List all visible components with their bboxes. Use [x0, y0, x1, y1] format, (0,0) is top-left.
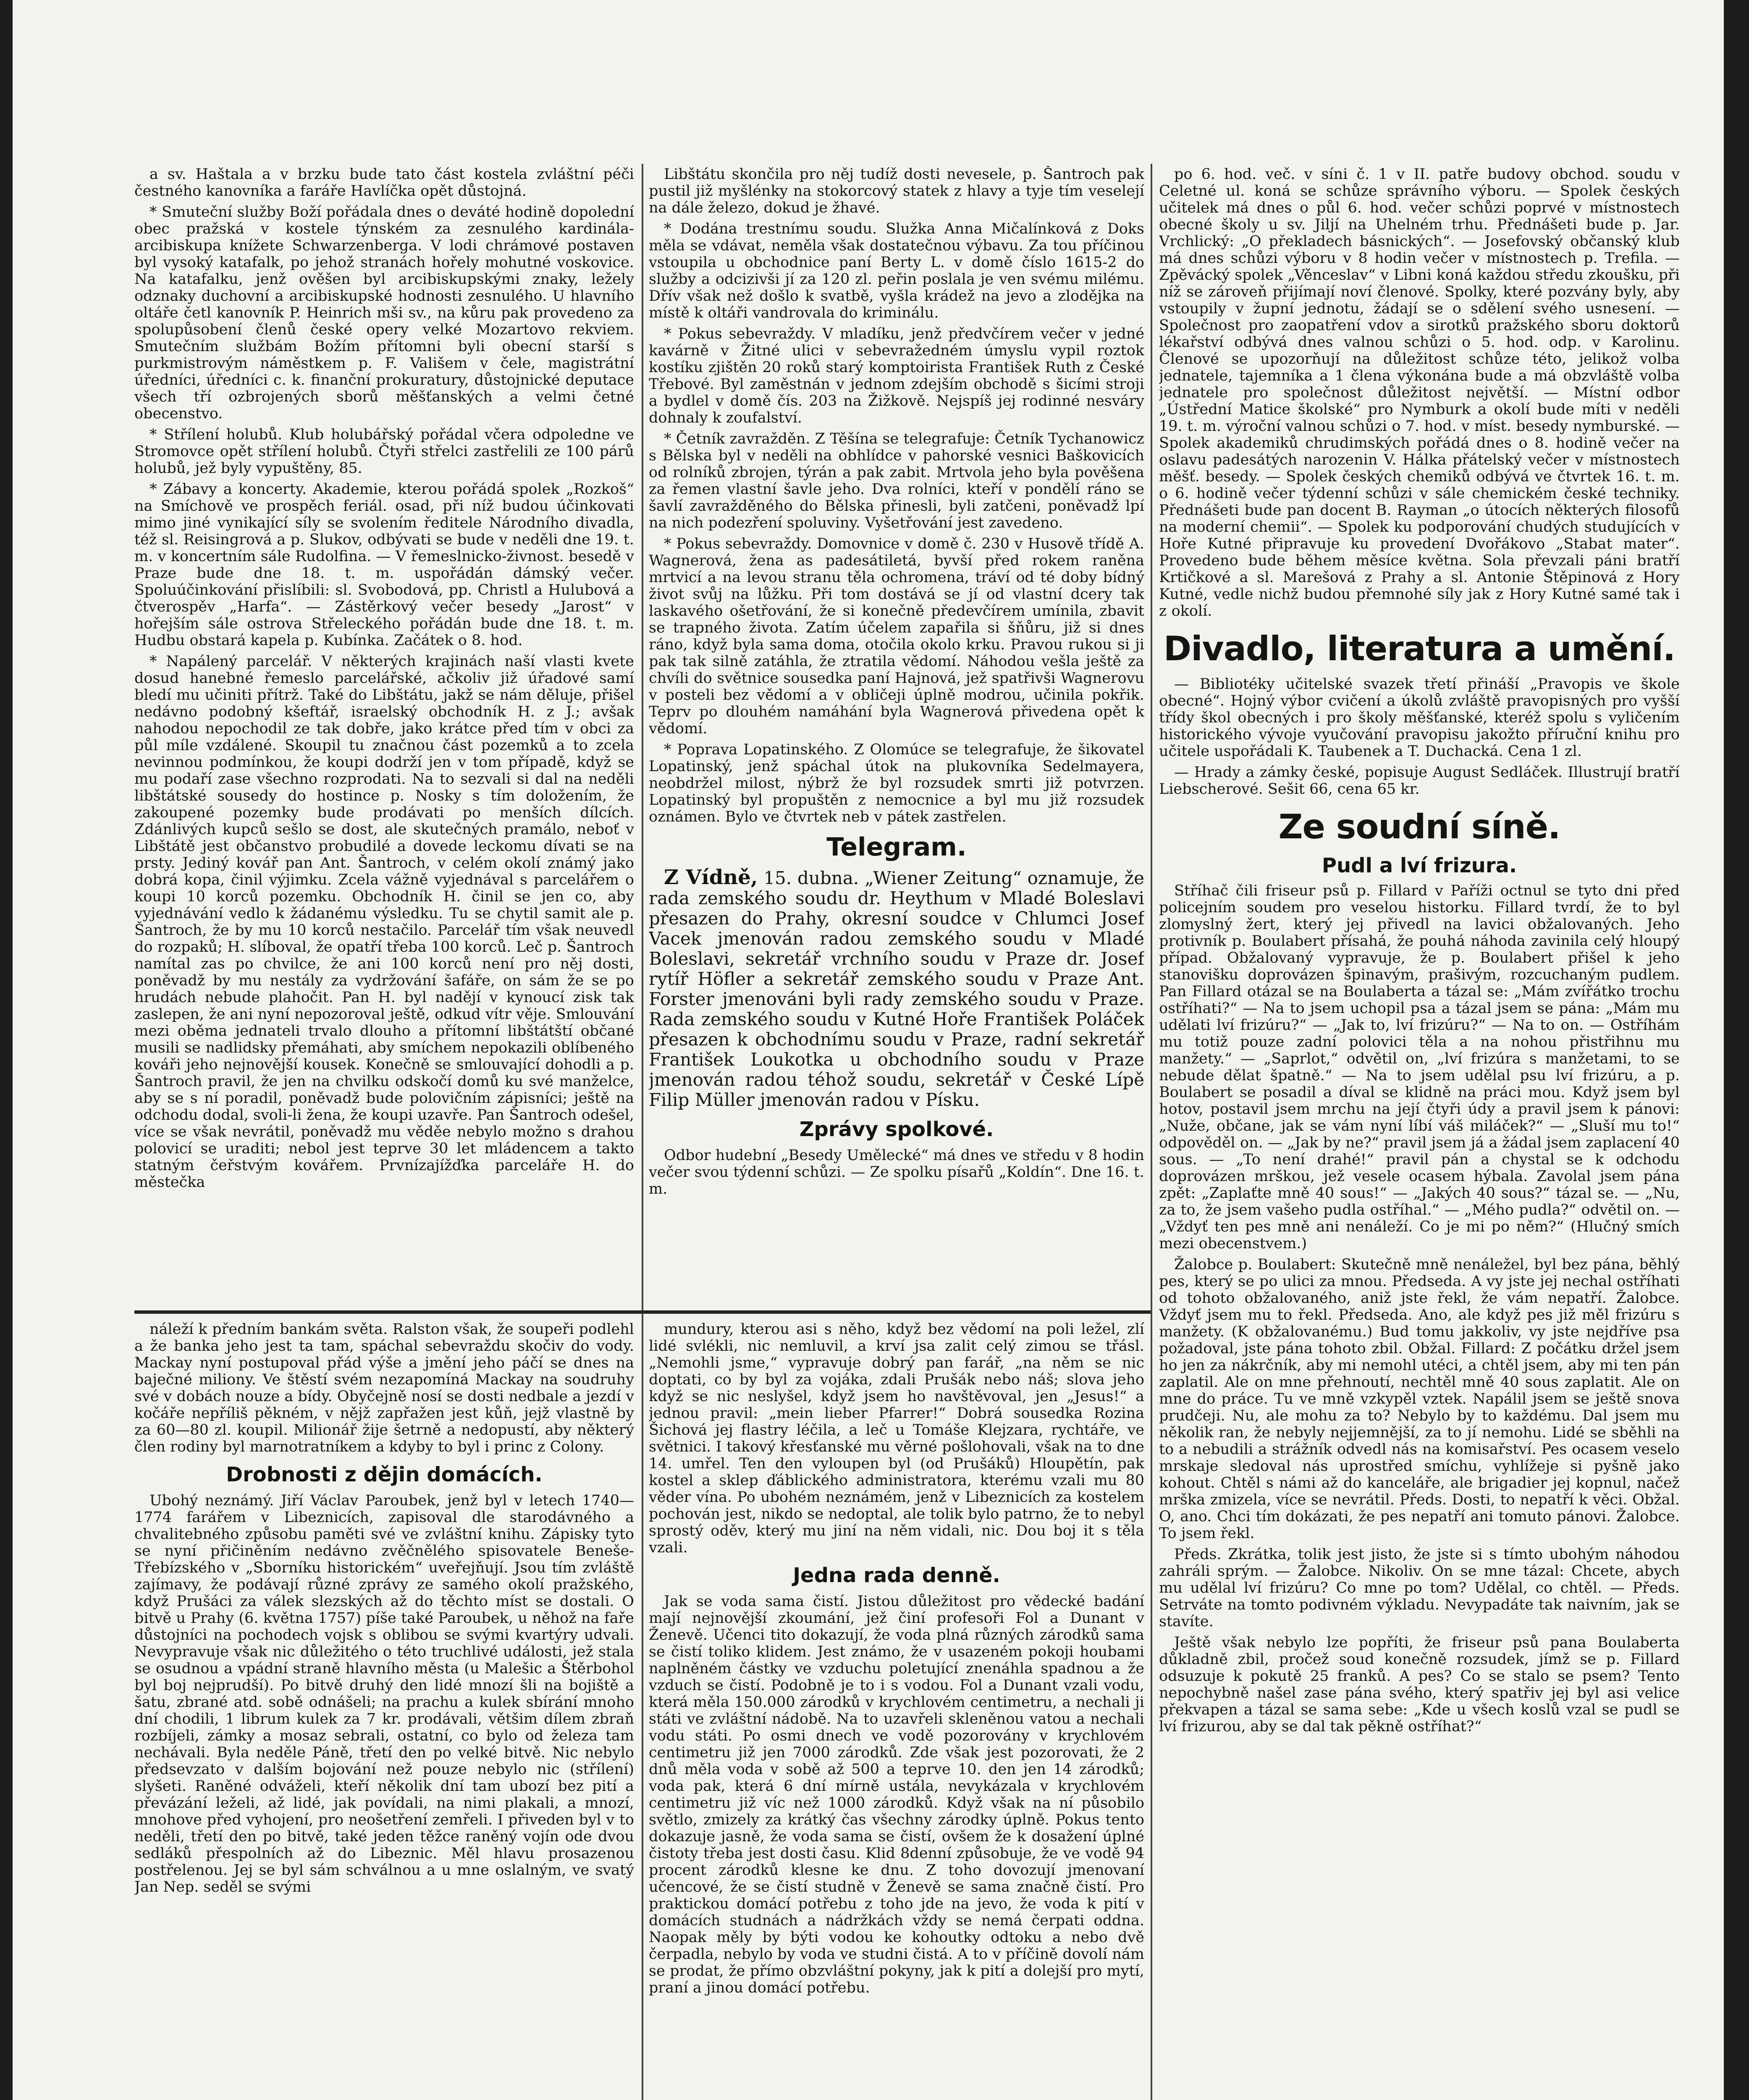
paragraph: * Pokus sebevraždy. V mladíku, jenž předvčírem večer v jedné kavárně v Žitné ulici v sebevražedném úmyslu vypil roztok kostíku zjištěn 20 roků starý komptoirista František Ruth z České Třebové. Byl zaměstnán v jednom zdejším obchodě s šicími stroji a bydlel v domě čís. 203 na Žižkově. Nejspíš jej rodinné nesváry dohnaly k zoufalství. [649, 326, 1144, 426]
paragraph: Předs. Zkrátka, tolik jest jisto, že jste si s tímto ubohým náhodou zahráli sprým. — Žalobce. Nikoliv. On se mne tázal: Chcete, abych mu udělal lví frizúru? Co mne po tom? Udělal, co chtěl. — Předs. Setrváte na tomto podivném výkladu. Nevypadáte tak naivním, jak se stavíte. [1159, 1546, 1680, 1630]
paragraph: * Dodána trestnímu soudu. Služka Anna Mičalínková z Doks měla se vdávat, neměla však dostatečnou výbavu. Za tou příčinou vstoupila u obchodnice paní Berty L. v domě číslo 1615-2 do služby a odcizivši jí za 120 zl. peřin poslala je ven svému milému. Dřív však než došlo k svatbě, vyšla krádež na jevo a zlodějka na místě k oltáři vandrovala do kriminálu. [649, 220, 1144, 321]
column-2-top [649, 166, 1144, 1306]
paragraph: Stříhač čili friseur psů p. Fillard v Paříži octnul se tyto dni před policejním soudem pro veselou historku. Fillard tvrdí, že to byl zlomyslný žert, který jej přivedl na lavici obžalovaných. Jeho protivník p. Boulabert přísahá, že pouhá náhoda zavinila celý hloupý případ. Obžalovaný vypravuje, že p. Boulabert přišel k jeho stanovišku doprovázen špinavým, prašivým, rozcuchaným pudlem. Pan Fillard otázal se na Boulaberta a tázal se: „Mám zvířátko trochu ostříhati?“ — Na to jsem uchopil psa a tázal jsem se pána: „Mám mu udělati lví frizúru?“ — „Jak to, lví frizúru?“ — Na to on. — Ostříhám mu totiž pouze zadní polovici těla a na nohou přistřihnu mu manžety.“ — „Saprlot,“ odvětil on, „lví frizúra s manžetami, to se nebude dělat špatně.“ — Na to jsem udělal psu lví frizúru, a p. Boulabert se posadil a díval se klidně na práci mou. Když jsem byl hotov, postavil jsem mrchu na její čtyři údy a pravil jsem k pánovi: „Nuže, občane, jak se vám nyní líbí váš miláček?“ — „Sluší mu to!“ odpověděl on. — „Jak by ne?“ pravil jsem já a žádal jsem zaplacení 40 sous. — „To není drahé!“ pravil pán a chystal se k odchodu doprovázen mrškou, jež vesele ocasem hýbala. Zavolal jsem pána zpět: „Zaplaťte mně 40 sous!“ — „Jakých 40 sous?“ tázal se. — „Nu, za to, že jsem vašeho pudla ostříhal.“ — „Mého pudla?“ odvětil on. — „Vždyť ten pes mně ani nenáleží. Co je mi po něm?“ (Hlučný smích mezi obecenstvem.) [1159, 882, 1680, 1252]
telegram-heading: Telegram. [826, 832, 967, 862]
paragraph: Žalobce p. Boulabert: Skutečně mně nenáležel, byl bez pána, běhlý pes, který se po ulici za mnou. Předseda. A vy jste jej nechal ostříhati od tohoto obžalovaného, aniž jste řekl, že vám nepatří. Žalobce. Vždyť jsem mu to řekl. Předseda. Ano, ale když pes již měl frizúru s manžety. (K obžalovanému.) Bud tomu jakkoliv, vy jste nejdříve psa požadoval, jste pána tohoto zbil. Obžal. Fillard: Z počátku držel jsem ho jen za nákrčník, aby mi nemohl utéci, a chtěl jsem, aby mi ten pán zaplatil. Ale on mne přehnoutí, nechtěl mně 40 sous zaplatit. Ale on mne do práce. Tu ve mně vzkypěl vztek. Napálil jsem se ještě snova prudčeji. Nu, ale mohu za to? Nebylo by to každému. Dal jsem mu několik ran, že nebyly nejjemnější, za to jí nemohu. Lidé se sběhli na to a nebudili a strážník odvedl nás na komisařství. Pes ocasem veselo mrskaje sledoval nás uprostřed smíchu, vyhlížeje si pyšně jako kohout. Chtěl s námi až do kanceláře, ale brigadier jej kopnul, načež mrška zmizela, více se nevrátil. Předs. Dosti, to nepatří k věci. Obžal. O, ano. Chci tím dokázati, že pes nepatří ani tomuto pánovi. Žalobce. To jsem řekl. [1159, 1256, 1680, 1542]
paragraph: * Zábavy a koncerty. Akademie, kterou pořádá spolek „Rozkoš“ na Smíchově ve prospěch feriál. osad, při níž budou účinkovati mimo jiné vynikající síly se svolením ředitele Národního divadla, též sl. Reisingrová a p. Slukov, odbývati se bude v neděli dne 19. t. m. v koncertním sále Rudolfina. — V řemeslnicko-živnost. besedě v Praze bude dne 18. t. m. uspořádán dámský večer. Spoluúčinkování přislíbili: sl. Svobodová, pp. Christl a Hulubová a čtverospěv „Harfa“. — Zástěrkový večer besedy „Jarost“ v hořejším sále ostrova Střeleckého pořádán bude dne 18. t. m. Hudbu obstará kapela p. Kubínka. Začátek o 8. hod. [134, 481, 634, 649]
paragraph: — Hrady a zámky české, popisuje August Sedláček. Illustrují bratří Liebscherové. Sešit 66, cena 65 kr. [1159, 764, 1680, 798]
column-3 [1159, 166, 1680, 2100]
paragraph: a sv. Haštala a v brzku bude tato část kostela zvláštní péči čestného kanovníka a faráře Havlíčka opět důstojná. [134, 166, 634, 200]
column-rule [1151, 164, 1152, 2100]
rada-heading: Jedna rada denně. [793, 1564, 1000, 1587]
paragraph: po 6. hod. več. v síni č. 1 v II. patře budovy obchod. soudu v Celetné ul. koná se schůze správního výboru. — Spolek českých učitelek má dnes o půl 6. hod. večer schůzi poprvé v místnostech obecné školy u sv. Jiljí na Uhelném trhu. Přednášeti bude p. Jar. Vrchlický: „O překladech básnických“. — Josefovský občanský klub má dnes schůzi výboru v 8 hodin večer v místnostech p. Trefila. — Zpěvácký spolek „Věnceslav“ v Libni koná každou středu zkoušku, při níž se zároveň přijímají noví členové. Spolky, které pozvány byly, aby vstoupily v župní jednotu, žádají se o sdělení svého usnesení. — Společnost pro zaopatření vdov a sirotků pražského sboru doktorů lékařství odbývá dnes valnou schůzi o 5. hod. odp. v Karolinu. Členové se upozorňují na důležitost schůze této, jelikož volba jednatele, tajemníka a 1 člena výkonána bude a má obzvláště volba jednatele pro společnost důležitost největší. — Místní odbor „Ústřední Matice školské“ pro Nymburk a okolí bude míti v neděli 19. t. m. výroční valnou schůzi o 7. hod. v míst. besedy nymburské. — Spolek akademiků chrudimských pořádá dnes o 8. hodině večer na oslavu padesátých narozenin V. Hálka přátelský večer v místnostech měšť. besedy. — Spolek českých chemiků odbývá ve čtvrtek 16. t. m. o 6. hodině večer týdenní schůzi v sále chemickém české techniky. Přednášeti bude pan docent B. Rayman „o útocích některých filosofů na moderní chemii“. — Spolek ku podporování chudých studujících v Hoře Kutné připravuje ku provedení Dvořákovo „Stabat mater“. Provedeno bude během měsíce května. Sola převzali páni bratří Krtičkové a sl. Marešová z Prahy a sl. Antonie Štěpinová z Hory Kutné, vedle nichž budou přemnohé síly jak z Hory Kutné samé tak i z okolí. [1159, 166, 1680, 620]
paragraph: Jak se voda sama čistí. Jistou důležitost pro vědecké badání mají nejnovější zkoumání, jež činí profesoři Fol a Dunant v Ženevě. Učenci tito dokazují, že voda plná různých zárodků sama se čistí toliko klidem. Jest známo, že v usazeném pokoji houbami naplněném částky ve vzduchu poletující znenáhla spadnou a že vzduch se čistí. Podobně je to i s vodou. Fol a Dunant vzali vodu, která měla 150.000 zárodků v krychlovém centimetru, a nechali ji státi ve zvláštní nádobě. Na to uzavřeli skleněnou vatou a nechali vodu státi. Po osmi dnech ve vodě pozorovány v krychlovém centimetru již jen 7000 zárodků. Zde však jest pozorovati, že 2 dnů měla voda v sobě až 500 a teprve 10. den jen 14 zárodků; voda pak, která 6 dní mírně ustála, nevykázala v krychlovém centimetru již víc než 1000 zárodků. Když však na ní působilo světlo, zmizely za krátký čas všechny zárodky úplně. Pokus tento dokazuje jasně, že voda sama se čistí, ovšem že k dosažení úplné čistoty třeba jest dosti času. Klid 8denní způsobuje, že ve vodě 94 procent zárodků klesne ke dnu. Z toho dovozují jmenovaní učencové, že se čistí studně v Ženevě se sama značně čistí. Pro praktickou domácí potřebu z toho jde na jevo, že voda k pití v domácích studnách a nádržkách vždy se nemá čerpati oddna. Naopak měly by býti vodou ke kohoutky odtoku a nebo dvě čerpadla, nebylo by voda ve studni čistá. A to v příčině dovolí nám se prodat, že přímo obzvláštní pokyny, jak k pití a dolejší pro mytí, praní a jinou domácí potřebu. [649, 1593, 1144, 1996]
paragraph: náleží k předním bankám světa. Ralston však, že soupeři podlehl a že banka jeho jest ta tam, spáchal sebevraždu skočiv do vody. Mackay nyní postupoval přád výše a jmění jeho páčí se dnes na baječné miliony. Ve štěstí svém nezapomíná Mackay na soudruhy své v dobách nouze a bídy. Obyčejně nosí se dosti nedbale a jezdí v kočáře nepříliš pěkném, v nějž zapřažen jest kůň, jejž vlastně by za 60—80 zl. koupil. Milionář žije šetrně a nedopustí, aby některý člen rodiny byl marnotratníkem a kdyby to byl i princ z Colony. [134, 1321, 634, 1455]
paragraph: * Napálený parcelář. V některých krajinách naší vlasti kvete dosud hanebné řemeslo parcelářské, ačkoliv již úřadové samí bledí mu učiniti přítrž. Také do Libštátu, jakž se nám děluje, přišel nedávno podobný kšeftář, israelský obchodník H. z J.; avšak nahodou nepochodil ze tak dobře, jako krátce před tím v obci za půl míle vzdálené. Skoupil tu značnou část pozemků a to zcela nevinnou podmínkou, že koupi dodrží jen v tom případě, když se mu podaří zase všechno rozprodati. Na to sezvali si dal na neděli libštátské sousedy do hostince p. Nosky s tím doložením, že zakoupené pozemky bude prodávati po menších dílcích. Zdánlivých kupců sešlo se dost, ale skutečných pramálo, neboť v Libštátě jest občanstvo probudilé a dovede leckomu dívati se na prsty. Jediný kovář pan Ant. Šantroch, v celém okolí známý jako dobrá kopa, činil výjimku. Zcela vážně vyjednával s parcelářem o koupi 10 korců pozemku. Obchodník H. činil se jen co, aby vyjednávání vedlo k žádanému výsledku. Tu se chytil samit ale p. Šantroch, že by mu 10 korců nestačilo. Parcelář tím však neuvedl do rozpaků; H. slíboval, že opatří třeba 100 korců. Leč p. Šantroch namítal zas po chvilce, že ani 100 korců není pro něj dosti, poněvadž by mu nestály za vydržování šafáře, on sám že se po hrudách nebude plahočit. Pan H. byl nadějí v kynoucí zisk tak zaslepen, že ani nyní nepozoroval ještě, odkud vítr věje. Smlouvání mezi oběma jednateli trvalo dlouho a přítomní libštátští občané musili se nadlidsky přemáhati, aby smíchem nepokazili oblíbeného kováři jeho nejnovější kousek. Konečně se smlouvající dohodli a p. Šantroch pravil, že jen na chvilku odskočí domů ku své manželce, aby se s ní poradil, poněvadž bude polovičním zápisníci; ještě na odchodu dodal, svoli-li žena, že koupi uzavře. Pan Šantroch odešel, více se však nevrátil, poněvadž mu věděe nebylo možno s drahou polovicí se uraditi; nebol jest teprve 30 let mládencem a takto statným čeřstvým kovářem. Prvnízajížďka parceláře H. do městečka [134, 653, 634, 1191]
column-1-top [134, 166, 634, 1306]
divadlo-heading: Divadlo, literatura a umění. [1163, 629, 1676, 668]
spolkove-heading: Zprávy spolkové. [799, 1118, 994, 1141]
paragraph: * Četník zavražděn. Z Těšína se telegrafuje: Četník Tychanowicz s Bělska byl v neděli na obhlídce v pahorské vesnici Baškovicích od rolníků zbrojen, týrán a pak zabit. Mrtvola jeho byla pověšena za řemen vlastní šavle jeho. Dva rolníci, kteří v pondělí ráno se šavlí zavražděného do Bělska přinesli, byli zatčeni, poněvadž lpí na nich podezření spoluviny. Vyšetřování jest zavedeno. [649, 430, 1144, 531]
soud-subheading: Pudl a lví frizura. [1322, 854, 1517, 877]
paragraph: * Poprava Lopatinského. Z Olomúce se telegrafuje, že šikovatel Lopatinský, jenž spáchal útok na plukovníka Sedelmayera, neobdržel milost, nýbrž že byl rozsudek smrti již potvrzen. Lopatinský byl propuštěn z nemocnice a byl mu již rozsudek oznámen. Bylo ve čtvrtek neb v pátek zastřelen. [649, 741, 1144, 825]
cross-rule [134, 1310, 1151, 1314]
telegram-date: 15. dubna. [763, 868, 859, 888]
scan-edge-right [1724, 0, 1749, 2100]
paragraph: — Bibliotéky učitelské svazek třetí přináší „Pravopis ve škole obecné“. Hojný výbor cvičení a úkolů zvláště pravopisných pro vyšší třídy škol obecných i pro školy měšťanské, kteréž spolu s vyličením historického vývoje vyučování pravopisu jakožto příruční knihu pro učitele uspořádali K. Taubenek a T. Duchacká. Cena 1 zl. [1159, 676, 1680, 760]
telegram-city: Z Vídně, [664, 866, 758, 889]
scan-edge-left [0, 0, 13, 2100]
soud-heading: Ze soudní síně. [1278, 807, 1560, 846]
telegram-body: „Wiener Zeitung“ oznamuje, že rada zemského soudu dr. Heythum v Mladé Boleslavi přesazen do Prahy, okresní soudce v Chlumci Josef Vacek jmenován radou zemského soudu v Mladé Boleslavi, sekretář vrchního soudu v Praze dr. Josef rytíř Höfler a sekretář zemského soudu v Praze Ant. Forster jmenováni byli rady zemského soudu v Praze. Rada zemského soudu v Kutné Hoře František Poláček přesazen k obchodnímu soudu v Praze, radní sekretář František Loukotka u obchodního soudu v Praze jmenován radou téhož soudu, sekretář v České Lípě Filip Müller jmenován radou v Písku. [649, 868, 1144, 1110]
paragraph: * Smuteční služby Boží pořádala dnes o deváté hodině dopolední obec pražská v kostele týnském za zesnulého kardinála-arcibiskupa knížete Schwarzenberga. V lodi chrámové postaven byl vysoký katafalk, po jehož stranách hořely mohutné voskovice. Na katafalku, jenž ověšen byl arcibiskupskými znaky, ležely odznaky duchovní a arcibiskupské hodnosti zesnulého. U hlavního oltáře četl kanovník P. Heinrich mši sv., na kůru pak provedeno za spolupůsobení členů české opery velké Mozartovo rekviem. Smutečním službám Božím přítomni byli obecní starší s purkmistrovým náměstkem p. F. Vališem v čele, magistrátní úředníci, úředníci c. k. finanční prokuratury, důstojnické deputace všech tří ozbrojených sborů měšťanských a velmi četné obecenstvo. [134, 204, 634, 422]
drobnosti-heading: Drobnosti z dějin domácích. [226, 1463, 543, 1486]
paragraph: Odbor hudební „Besedy Umělecké“ má dnes ve středu v 8 hodin večer svou týdenní schůzi. — Ze spolku písařů „Koldín“. Dne 16. t. m. [649, 1147, 1144, 1197]
paragraph: Ještě však nebylo lze popříti, že friseur psů pana Boulaberta důkladně zbil, pročež soud konečně rozsudek, jímž se p. Fillard odsuzuje k pokutě 25 franků. A pes? Co se stalo se psem? Tento nepochybně našel zase pána svého, který spatřiv jej byl asi velice překvapen a tázal se sama sebe: „Kde u všech koslů vzal se pudl se lví frizurou, aby se dal tak pěkně ostříhat?“ [1159, 1634, 1680, 1735]
paragraph: * Pokus sebevraždy. Domovnice v domě č. 230 v Husově třídě A. Wagnerová, žena as padesátiletá, byvší před rokem raněna mrtvicí a na levou stranu těla ochromena, tráví od té doby bídný život svůj na lůžku. Při tom dostává se jí od vlastní dcery tak laskavého ošetřování, že si konečně předevčírem umínila, zbavit se trapného života. Zatím účelem zapařila si šňůru, již si dnes ráno, když byla sama doma, otočila okolo krku. Pravou rukou si ji pak tak silně zatáhla, že ztratila vědomí. Náhodou vešla ještě za chvíli do světnice sousedka paní Hajnová, jež spatřivši Wagnerovu v posteli bez vědomí a v obličeji úplně modrou, učinila pokřik. Teprv po dlouhém namáhání byla Wagnerová přivedena opět k vědomí. [649, 536, 1144, 737]
column-1-bottom [134, 1321, 634, 2100]
paragraph: Ubohý neznámý. Jiří Václav Paroubek, jenž byl v letech 1740—1774 farářem v Libeznicích, zapisoval dle starodávného a chvalitebného způsobu paměti své ve zvláštní knihu. Zápisky tyto se nyní přičiněním nedávno zvěčnělého spisovatele Beneše-Třebízského v „Sborníku historickém“ uveřejňují. Jsou tím zvláště zajímavy, že podávají různé zprávy ze samého okolí pražského, když Prušáci za válek slezských až do těchto míst se dostali. O bitvě u Prahy (6. května 1757) píše také Paroubek, u něhož na faře důstojníci na pochodech vojsk s oblibou se svými kvartýry udvali. Nevypravuje však nic důležitého o této truchlivé události, jež stala se osudnou a vpádní straně hlavního města (u Malešic a Štěrbohol byl boj nejprudší). Po bitvě druhý den lidé mnozí šli na bojiště a šatu, zbrané atd. sobě odnášeli; na prachu a kulek sbírání mnoho dní chodili, 1 librum kulek za 7 kr. prodávali, většim dílem zbraň rozbíjeli, zámky a mosaz sebrali, ostatní, co bylo od železa tam nechávali. Byla neděle Páně, třetí den po velké bitvě. Nic nebylo předsevzato v dalším bojování než pouze nebylo nic (střílení) slyšeti. Raněné odváželi, kteří několik dní tam ubozí bez pití a převázání leželi, až lidé, jak povídali, na nimi plakali, a mnozí, mnohove před vyhojení, pro neošetření zemřeli. I přiveden byl v to neděli, třetí den po bitvě, také jeden těžce raněný vojín ode dvou sedláků přespolních až do Libeznic. Měl hlavu prosazenou postřelenou. Jej se byl sám schválnou a u mne oslalným, ve svatý Jan Nep. seděl se svými [134, 1492, 634, 1895]
column-rule [642, 164, 643, 2100]
paragraph: * Střílení holubů. Klub holubářský pořádal včera odpoledne ve Stromovce opět střílení holubů. Čtyři střelci zastřelili ze 100 párů holubů, jež byly vypuštěny, 85. [134, 426, 634, 477]
paragraph: Libštátu skončila pro něj tudíž dosti nevesele, p. Šantroch pak pustil již myšlénky na stokorcový statek z hlavy a tyje tím veselejí na dále železo, dokud je žhavé. [649, 166, 1144, 216]
telegram-dateline [649, 867, 1144, 1110]
column-2-bottom [649, 1321, 1144, 2100]
paragraph: mundury, kterou asi s něho, když bez vědomí na poli ležel, zlí lidé svlékli, nic nemluvil, a krví jsa zalit celý zimou se třásl. „Nemohli jsme,“ vypravuje dobrý pan farář, „na něm se nic doptati, co by byl za vojáka, zdali Prušák nebo náš; slova jeho když se nic neslyšel, když jsem ho navštěvoval, jen „Jesus!“ a jednou pravil: „mein lieber Pfarrer!“ Dobrá sousedka Rozina Šichová jej flastry léčila, a leč u Tomáše Klejzara, rychtáře, ve světnici. I takový křesťanské mu věrné pošlohovali, však na to dne 14. umřel. Ten den vyloupen byl (od Prušáků) Hloupětín, pak kostel a sklep ďáblického administratora, kterému vzali mu 80 věder vína. Po ubohém neznámém, jenž v Libeznicích za kostelem pochován jest, nikdo se nedoptal, ale tolik bylo patrno, že to nebyl sprostý oděv, který mu jiní na něm vidali, nic. Dou boj it s těla vzali. [649, 1321, 1144, 1556]
